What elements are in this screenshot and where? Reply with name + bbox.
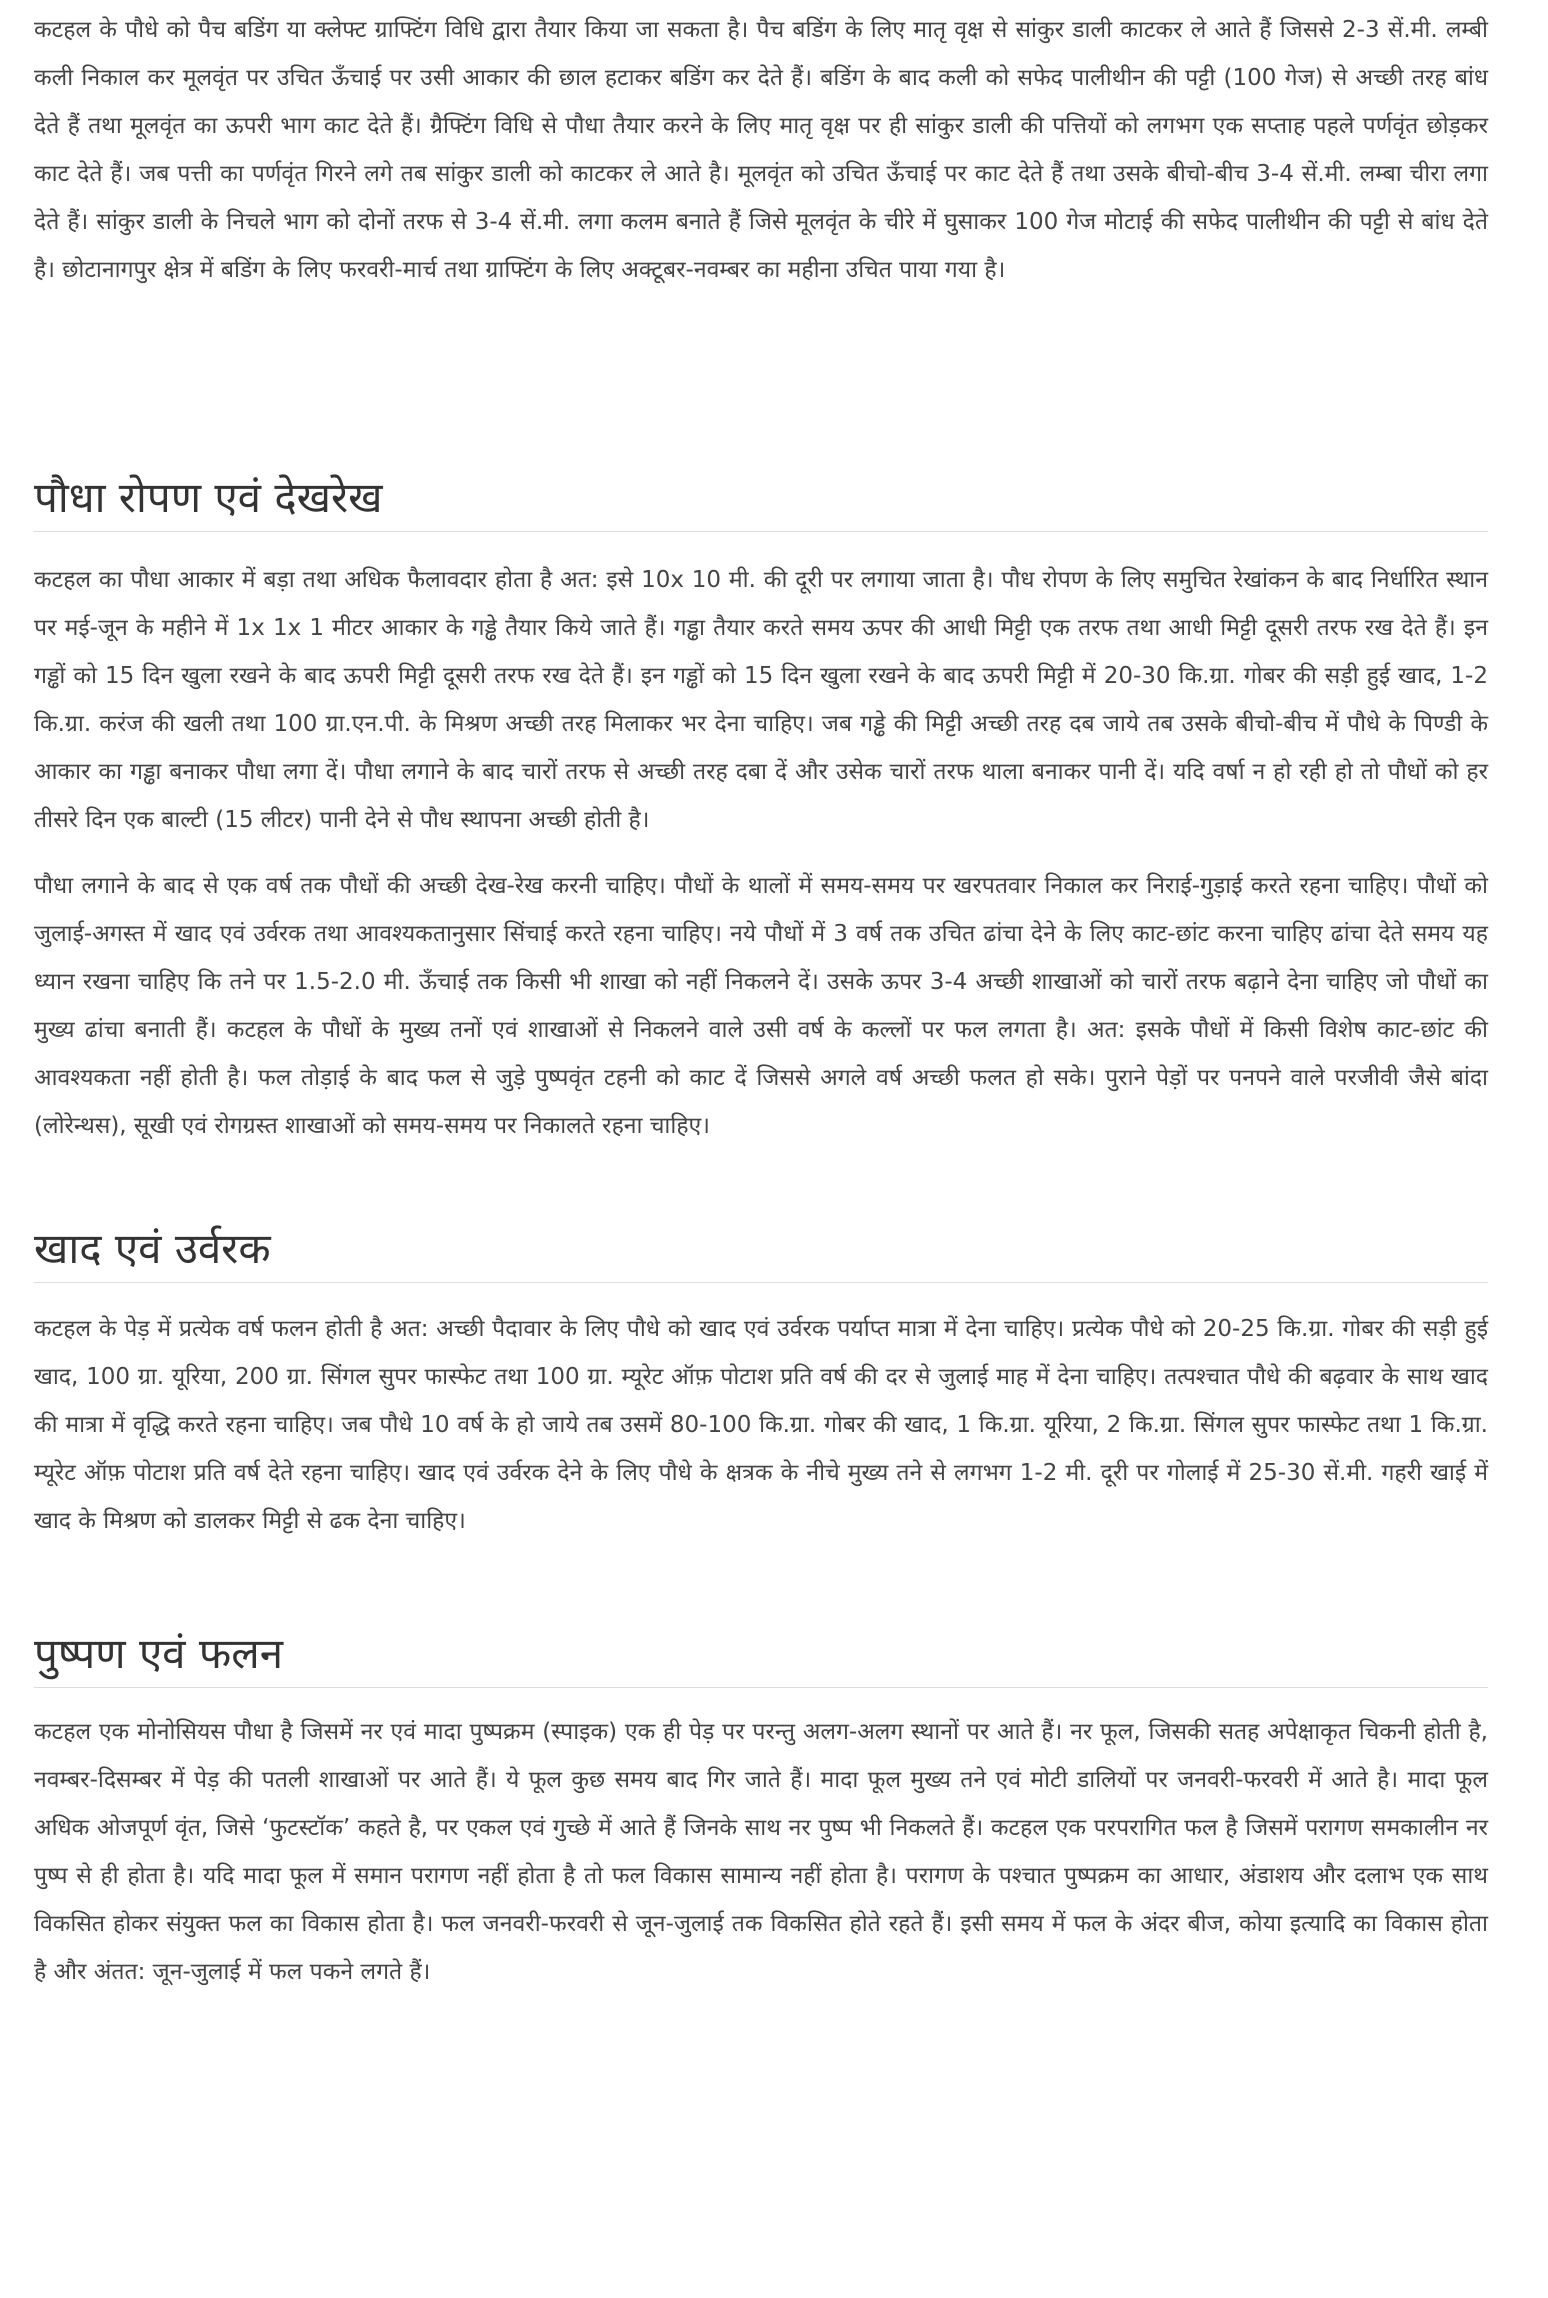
fertilizer-paragraph: कटहल के पेड़ में प्रत्येक वर्ष फलन होती है अत: अच्छी पैदावार के लिए पौधे को खाद एवं उर्वरक पर्याप्त मात्रा में देना चाहिए। प्रत्येक पौधे को 20-25 कि.ग्रा. गोबर की सड़ी हुई खाद, 100 ग्रा. यूरिया, 200 ग्रा. सिंगल सुपर फास्फेट तथा 100 ग्रा. म्यूरेट ऑफ़ पोटाश प्रति वर्ष की दर से जुलाई माह में देना चाहिए। तत्पश्चात पौधे की बढ़वार के साथ खाद की मात्रा में वृद्धि करते रहना चाहिए। जब पौधे 10 वर्ष के हो जाये तब उसमें 80-100 कि.ग्रा. गोबर की खाद, 1 कि.ग्रा. यूरिया, 2 कि.ग्रा. सिंगल सुपर फास्फेट तथा 1 कि.ग्रा. म्यूरेट ऑफ़ पोटाश प्रति वर्ष देते रहना चाहिए। खाद एवं उर्वरक देने के लिए पौधे के क्षत्रक के नीचे मुख्य तने से लगभग 1-2 मी. दूरी पर गोलाई में 25-30 सें.मी. गहरी खाई में खाद के मिश्रण को डालकर मिट्टी से ढक देना चाहिए। [34,1316,1488,1534]
fertilizer-heading: खाद एवं उर्वरक [34,1224,271,1273]
planting-section [34,401,1488,1150]
planting-paragraph-1: कटहल का पौधा आकार में बड़ा तथा अधिक फैलावदार होता है अत: इसे 10x 10 मी. की दूरी पर लगाया जाता है। पौध रोपण के लिए समुचित रेखांकन के बाद निर्धारित स्थान पर मई-जून के महीने में 1x 1x 1 मीटर आकार के गड्ढे तैयार किये जाते हैं। गड्ढा तैयार करते समय ऊपर की आधी मिट्टी एक तरफ तथा आधी मिट्टी दूसरी तरफ रख देते हैं। इन गड्ढों को 15 दिन खुला रखने के बाद ऊपरी मिट्टी दूसरी तरफ रख देते हैं। इन गड्ढों को 15 दिन खुला रखने के बाद ऊपरी मिट्टी में 20-30 कि.ग्रा. गोबर की सड़ी हुई खाद, 1-2 कि.ग्रा. करंज की खली तथा 100 ग्रा.एन.पी. के मिश्रण अच्छी तरह मिलाकर भर देना चाहिए। जब गड्ढे की मिट्टी अच्छी तरह दब जाये तब उसके बीचो-बीच में पौधे के पिण्डी के आकार का गड्ढा बनाकर पौधा लगा दें। पौधा लगाने के बाद चारों तरफ से अच्छी तरह दबा दें और उसेक चारों तरफ थाला बनाकर पानी दें। यदि वर्षा न हो रही हो तो पौधों को हर तीसरे दिन एक बाल्टी (15 लीटर) पानी देने से पौध स्थापना अच्छी होती है। [34,567,1488,833]
heading-divider [34,1687,1488,1688]
flowering-paragraph: कटहल एक मोनोसियस पौधा है जिसमें नर एवं मादा पुष्पक्रम (स्पाइक) एक ही पेड़ पर परन्तु अलग-अलग स्थानों पर आते हैं। नर फूल, जिसकी सतह अपेक्षाकृत चिकनी होती है, नवम्बर-दिसम्बर में पेड़ की पतली शाखाओं पर आते हैं। ये फूल कुछ समय बाद गिर जाते हैं। मादा फूल मुख्य तने एवं मोटी डालियों पर जनवरी-फरवरी में आते है। मादा फूल अधिक ओजपूर्ण वृंत, जिसे ‘फुटस्टॉक’ कहते है, पर एकल एवं गुच्छे में आते हैं जिनके साथ नर पुष्प भी निकलते हैं। कटहल एक परपरागित फल है जिसमें परागण समकालीन नर पुष्प से ही होता है। यदि मादा फूल में समान परागण नहीं होता है तो फल विकास सामान्य नहीं होता है। परागण के पश्चात पुष्पक्रम का आधार, अंडाशय और दलाभ एक साथ विकसित होकर संयुक्त फल का विकास होता है। फल जनवरी-फरवरी से जून-जुलाई तक विकसित होते रहते हैं। इसी समय में फल के अंदर बीज, कोया इत्यादि का विकास होता है और अंतत: जून-जुलाई में फल पकने लगते हैं। [34,1719,1488,1985]
flowering-heading: पुष्पण एवं फलन [34,1629,284,1678]
heading-divider [34,531,1488,532]
intro-section [34,6,1488,401]
heading-divider [34,1282,1488,1283]
flowering-section [34,1627,1488,1996]
planting-heading: पौधा रोपण एवं देखरेख [34,473,383,522]
intro-paragraph: कटहल के पौधे को पैच बडिंग या क्लेफ्ट ग्राफ्टिंग विधि द्वारा तैयार किया जा सकता है। पैच बडिंग के लिए मातृ वृक्ष से सांकुर डाली काटकर ले आते हैं जिससे 2-3 सें.मी. लम्बी कली निकाल कर मूलवृंत पर उचित ऊँचाई पर उसी आकार की छाल हटाकर बडिंग कर देते हैं। बडिंग के बाद कली को सफेद पालीथीन की पट्टी (100 गेज) से अच्छी तरह बांध देते हैं तथा मूलवृंत का ऊपरी भाग काट देते हैं। ग्रैफ्टिंग विधि से पौधा तैयार करने के लिए मातृ वृक्ष पर ही सांकुर डाली की पत्तियों को लगभग एक सप्ताह पहले पर्णवृंत छोड़कर काट देते हैं। जब पत्ती का पर्णवृंत गिरने लगे तब सांकुर डाली को काटकर ले आते है। मूलवृंत को उचित ऊँचाई पर काट देते हैं तथा उसके बीचो-बीच 3-4 सें.मी. लम्बा चीरा लगा देते हैं। सांकुर डाली के निचले भाग को दोनों तरफ से 3-4 सें.मी. लगा कलम बनाते हैं जिसे मूलवृंत के चीरे में घुसाकर 100 गेज मोटाई की सफेद पालीथीन की पट्टी से बांध देते है। छोटानागपुर क्षेत्र में बडिंग के लिए फरवरी-मार्च तथा ग्राफ्टिंग के लिए अक्टूबर-नवम्बर का महीना उचित पाया गया है। [34,17,1488,283]
fertilizer-section [34,1222,1488,1545]
planting-paragraph-2: पौधा लगाने के बाद से एक वर्ष तक पौधों की अच्छी देख-रेख करनी चाहिए। पौधों के थालों में समय-समय पर खरपतवार निकाल कर निराई-गुड़ाई करते रहना चाहिए। पौधों को जुलाई-अगस्त में खाद एवं उर्वरक तथा आवश्यकतानुसार सिंचाई करते रहना चाहिए। नये पौधों में 3 वर्ष तक उचित ढांचा देने के लिए काट-छांट करना चाहिए ढांचा देते समय यह ध्यान रखना चाहिए कि तने पर 1.5-2.0 मी. ऊँचाई तक किसी भी शाखा को नहीं निकलने दें। उसके ऊपर 3-4 अच्छी शाखाओं को चारों तरफ बढ़ाने देना चाहिए जो पौधों का मुख्य ढांचा बनाती हैं। कटहल के पौधों के मुख्य तनों एवं शाखाओं से निकलने वाले उसी वर्ष के कल्लों पर फल लगता है। अत: इसके पौधों में किसी विशेष काट-छांट की आवश्यकता नहीं होती है। फल तोड़ाई के बाद फल से जुड़े पुष्पवृंत टहनी को काट दें जिससे अगले वर्ष अच्छी फलत हो सके। पुराने पेड़ों पर पनपने वाले परजीवी जैसे बांदा (लोरेन्थस), सूखी एवं रोगग्रस्त शाखाओं को समय-समय पर निकालते रहना चाहिए। [34,873,1488,1139]
